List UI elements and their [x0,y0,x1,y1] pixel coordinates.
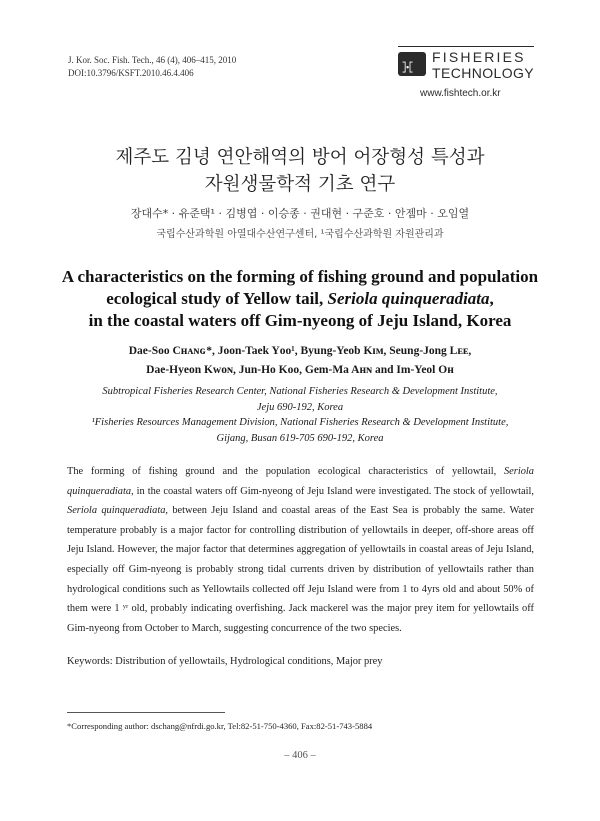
affiliation-line: ¹Fisheries Resources Management Division, National Fisheries Research & Development Institute, [91,417,509,428]
english-title-line [40,288,560,310]
abstract-text: , between Jeju Island and coastal areas of the East Sea is probably the same. Water temperature probably is a major factor for controlling distribution of yellowtails in deeper, off-shore areas off Jeju Island. However, the major factor that determines aggregation of yellowtails in coastal areas of Jeju Island, especially off Gim-nyeong is probably strong tidal currents driven by distribution of yellowtails rather than hydrological conditions such as Yellowtails collected off Jeju Island were from 1 to 4yrs old and about 50% of them were 1 ʸʳ old, probably indicating overfishing. Jack mackerel was the major prey item for yellowtails off Gim-nyeong from October to March, suggesting concurrence of the two species. [67,505,534,634]
citation-line: J. Kor. Soc. Fish. Tech., 46 (4), 406–415, 2010 [68,55,237,65]
korean-title [40,144,560,198]
fish-logo-icon: ⯘ [398,52,426,76]
journal-logo [398,46,534,104]
logo-rule [398,46,534,47]
species-name: Seriola quinqueradiata [67,505,166,517]
journal-url[interactable]: www.fishtech.or.kr [420,88,501,99]
title-text: , [489,289,494,308]
korean-affiliation: 국립수산과학원 아열대수산연구센터, ¹국립수산과학원 자원관리과 [156,229,444,240]
title-text: ecological study of Yellow tail, [106,289,328,308]
journal-citation [68,54,236,80]
logo-text-line1: FISHERIES [432,49,526,65]
english-affiliations [40,384,560,446]
footnote-divider [67,712,225,713]
abstract-text: , in the coastal waters off Gim-nyeong of Jeju Island were investigated. The stock of yellowtail, [131,485,534,497]
authors-line: Dae-Soo Cʜᴀɴɢ*, Joon-Taek Yᴏᴏ¹, Byung-Yeob Kɪᴍ, Seung-Jong Lᴇᴇ, [128,345,472,357]
english-title [40,266,560,332]
korean-title-line: 자원생물학적 기초 연구 [204,174,396,195]
abstract-text: The forming of fishing ground and the population ecological characteristics of yellowtail, [67,466,504,477]
authors-line: Dae-Hyeon Kᴡᴏɴ, Jun-Ho Kᴏᴏ, Gem-Ma Aʜɴ and Im-Yeol Oʜ [146,364,454,376]
english-title-line: A characteristics on the forming of fishing ground and population [61,267,539,286]
abstract [67,462,534,638]
doi-line: DOI:10.3796/KSFT.2010.46.4.406 [68,68,194,78]
corresponding-author-footnote: *Corresponding author: dschang@nfrdi.go.kr, Tel:82-51-750-4360, Fax:82-51-743-5884 [67,721,373,731]
affiliation-line: Gijang, Busan 619-705 690-192, Korea [216,432,384,444]
affiliation-line: Jeju 690-192, Korea [256,401,344,413]
keywords: Keywords: Distribution of yellowtails, Hydrological conditions, Major prey [67,656,383,667]
species-name: Seriola quinqueradiata [67,466,534,497]
species-name: Seriola quinqueradiata [327,289,490,308]
korean-title-line: 제주도 김녕 연안해역의 방어 어장형성 특성과 [115,147,485,168]
page-number: – 406 – [284,750,316,761]
korean-authors: 장대수* · 유준택¹ · 김병엽 · 이승종 · 권대현 · 구준호 · 안젬마 · 오임열 [130,207,470,220]
english-authors [40,342,560,380]
logo-text-line2: TECHNOLOGY [432,65,535,81]
affiliation-line: Subtropical Fisheries Research Center, National Fisheries Research & Development Institute, [102,386,498,397]
english-title-line: in the coastal waters off Gim-nyeong of Jeju Island, Korea [88,311,512,330]
